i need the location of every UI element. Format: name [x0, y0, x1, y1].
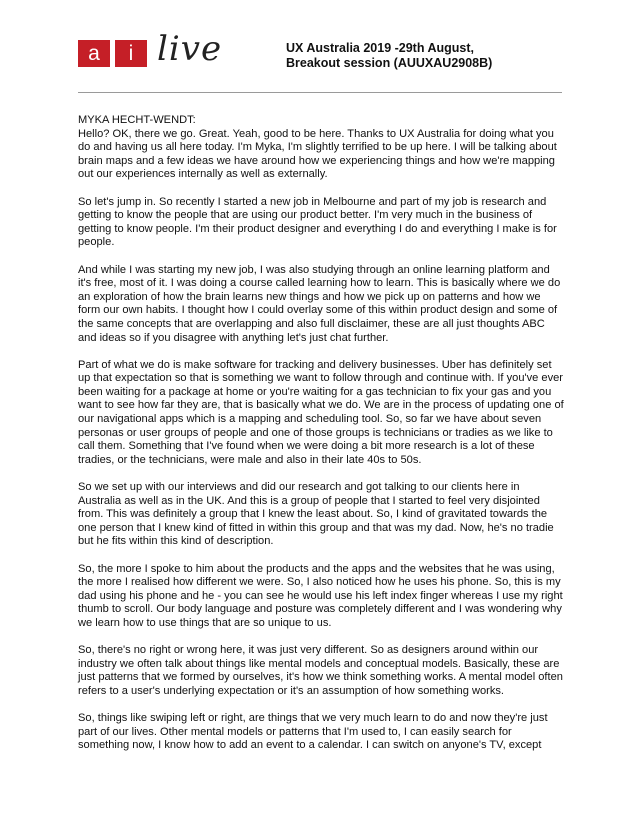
logo-letter-i: i	[115, 40, 147, 67]
logo-word-live: live	[157, 29, 223, 69]
transcript-paragraph: So, things like swiping left or right, are things that we very much learn to do and now they're just part of our lives. Other mental models or patterns that I'm used to, I can easily search for something now, I know how to add an event to a calendar. I can switch on anyone's TV, except	[78, 712, 548, 752]
transcript-paragraph	[78, 114, 564, 182]
transcript-paragraph: And while I was starting my new job, I was also studying through an online learning platform and it's free, most of it. I was doing a course called learning how to learn. This is basically where we do an exploration of how the brain learns new things and how we pick up on patterns and how we form our own habits. I thought how I could overlay some of this within product design and some of the same concepts that are overlapping and also full disclaimer, these are all just thoughts ABC and ideas so if you disagree with anything let's just chat further.	[78, 263, 561, 344]
speaker-name: MYKA HECHT-WENDT:	[78, 114, 196, 126]
transcript-paragraph: So let's jump in. So recently I started a new job in Melbourne and part of my job is research and getting to know the people that are using our product better. I'm very much in the business of getting to know people. I'm their product designer and everything I do and everything I make is for people.	[78, 195, 557, 249]
header-divider	[78, 92, 562, 93]
page-header	[0, 0, 640, 92]
paragraph-text: Hello? OK, there we go. Great. Yeah, good to be here. Thanks to UX Australia for doing what you do and having us all here today. I'm Myka, I'm slightly terrified to be up here. I will be talking about brain maps and a few ideas we have around how we experiencing things and how we're mapping out our experiences internally as well as externally.	[78, 127, 557, 181]
transcript-paragraph: Part of what we do is make software for tracking and delivery businesses. Uber has definitely set up that expectation so that is something we want to follow through and continue with. If you've ever been waiting for a package at home or you're waiting for a gas technician to fix your gas and you want to see how far they are, that is basically what we do. We are in the process of updating one of our navigational apps which is a mapping and scheduling tool. So, so far we have about seven personas or user groups of people and one of those groups is technicians or tradies as we like to call them. Something that I've found when we were doing a bit more research is a lot of these tradies, or the technicians, were male and also in their late 40s to 50s.	[78, 358, 564, 466]
ai-live-logo	[78, 29, 223, 69]
transcript-paragraph: So, there's no right or wrong here, it was just very different. So as designers around within our industry we often talk about things like mental models and conceptual models. Basically, these are just patterns that we formed by ourselves, it's how we think something works. A mental model often refers to a user's underlying expectation or it's an assumption of how something works.	[78, 644, 563, 697]
transcript-body	[78, 114, 564, 767]
transcript-paragraph: So we set up with our interviews and did our research and got talking to our clients here in Australia as well as in the UK. And this is a group of people that I started to feel very disjointed from. This was definitely a group that I knew the least about. So, I kind of gravitated towards the one person that I knew kind of fitted in within this group and that was my dad. Now, he's no tradie but he fits within this kind of description.	[78, 481, 554, 548]
logo-letter-a: a	[78, 40, 110, 67]
session-title-line2: Breakout session (AUUXAU2908B)	[286, 56, 493, 70]
transcript-paragraph: So, the more I spoke to him about the products and the apps and the websites that he was using, the more I realised how different we were. So, I also noticed how he uses his phone. So, this is my dad using his phone and he - you can see he would use his left index finger whereas I use my right thumb to scroll. Our body language and posture was completely different and I was wondering why we learn how to use things that are so unique to us.	[78, 562, 563, 629]
session-title	[286, 41, 492, 71]
session-title-line1: UX Australia 2019 -29th August,	[286, 41, 475, 55]
